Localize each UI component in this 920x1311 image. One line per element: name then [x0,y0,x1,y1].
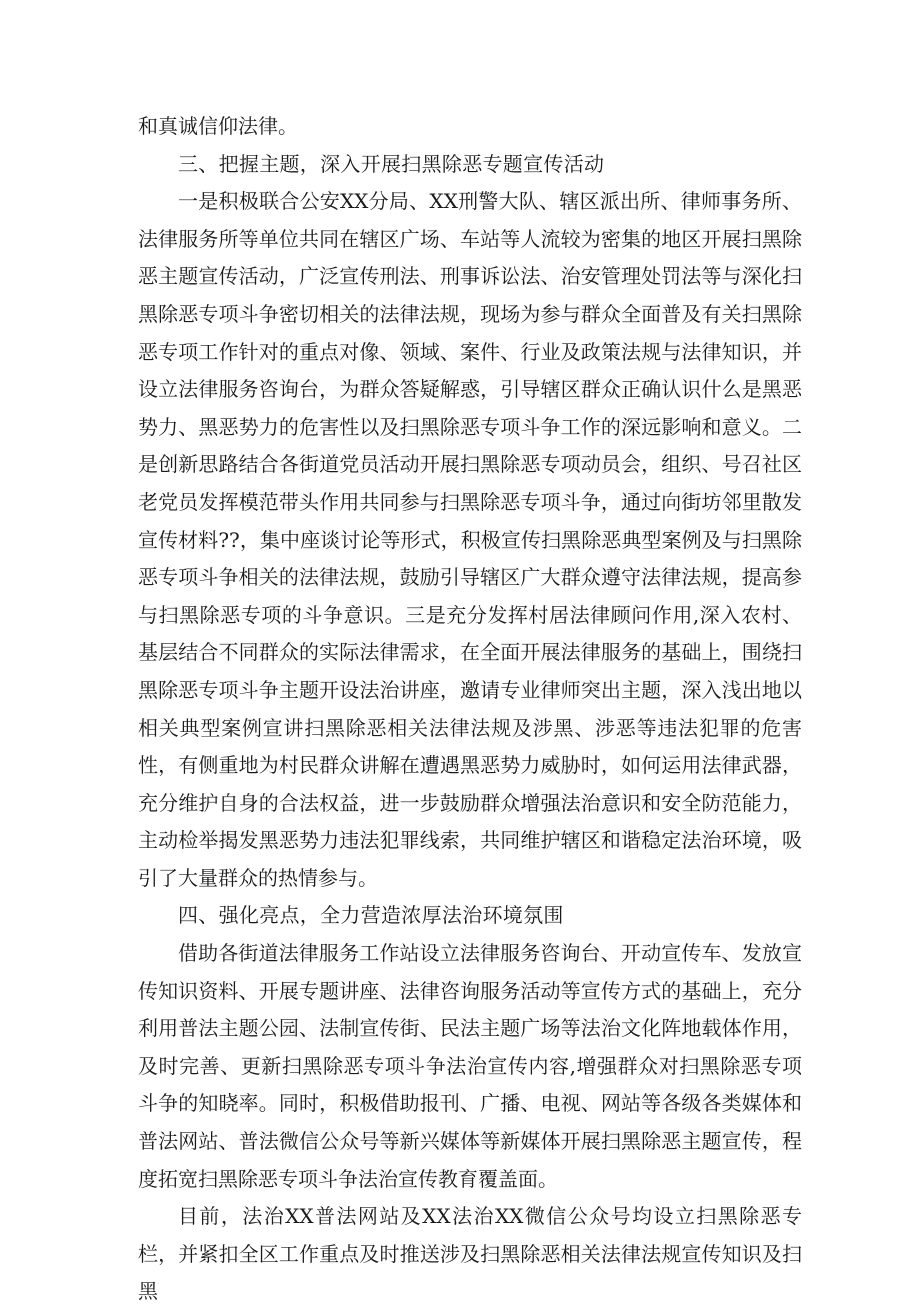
paragraph-section-4-body: 借助各街道法律服务工作站设立法律服务咨询台、开动宣传车、发放宣传知识资料、开展专题讲座、法律咨询服务活动等宣传方式的基础上，充分利用普法主题公园、法制宣传街、民法主题广场等法治文化阵地载体作用，及时完善、更新扫黑除恶专项斗争法治宣传内容,增强群众对扫黑除恶专项斗争的知晓率。同时，积极借助报刊、广播、电视、网站等各级各类媒体和普法网站、普法微信公众号等新兴媒体等新媒体开展扫黑除恶主题宣传，程度拓宽扫黑除恶专项斗争法治宣传教育覆盖面。 [138,941,802,1191]
section-heading-3: 三、把握主题，深入开展扫黑除恶专题宣传活动 [178,151,605,176]
document-body [138,108,802,1311]
section-heading-4: 四、强化亮点，全力营造浓厚法治环境氛围 [178,903,564,928]
paragraph-current-status: 目前，法治XX普法网站及XX法治XX微信公众号均设立扫黑除恶专栏，并紧扣全区工作重点及时推送涉及扫黑除恶相关法律法规宣传知识及扫黑 [138,1204,802,1304]
paragraph-section-3-body: 一是积极联合公安XX分局、XX刑警大队、辖区派出所、律师事务所、法律服务所等单位共同在辖区广场、车站等人流较为密集的地区开展扫黑除恶主题宣传活动，广泛宣传刑法、刑事诉讼法、治安管理处罚法等与深化扫黑除恶专项斗争密切相关的法律法规，现场为参与群众全面普及有关扫黑除恶专项工作针对的重点对像、领域、案件、行业及政策法规与法律知识，并设立法律服务咨询台，为群众答疑解惑，引导辖区群众正确认识什么是黑恶势力、黑恶势力的危害性以及扫黑除恶专项斗争工作的深远影响和意义。二是创新思路结合各街道党员活动开展扫黑除恶专项动员会，组织、号召社区老党员发挥模范带头作用共同参与扫黑除恶专项斗争，通过向街坊邻里散发宣传材料??，集中座谈讨论等形式，积极宣传扫黑除恶典型案例及与扫黑除恶专项斗争相关的法律法规，鼓励引导辖区广大群众遵守法律法规，提高参与扫黑除恶专项的斗争意识。三是充分发挥村居法律顾问作用,深入农村、基层结合不同群众的实际法律需求，在全面开展法律服务的基础上，围绕扫黑除恶专项斗争主题开设法治讲座，邀请专业律师突出主题，深入浅出地以相关典型案例宣讲扫黑除恶相关法律法规及涉黑、涉恶等违法犯罪的危害性，有侧重地为村民群众讲解在遭遇黑恶势力威胁时，如何运用法律武器，充分维护自身的合法权益，进一步鼓励群众增强法治意识和安全防范能力，主动检举揭发黑恶势力违法犯罪线索，共同维护辖区和谐稳定法治环境，吸引了大量群众的热情参与。 [138,189,802,890]
paragraph-continuation: 和真诚信仰法律。 [138,114,298,138]
